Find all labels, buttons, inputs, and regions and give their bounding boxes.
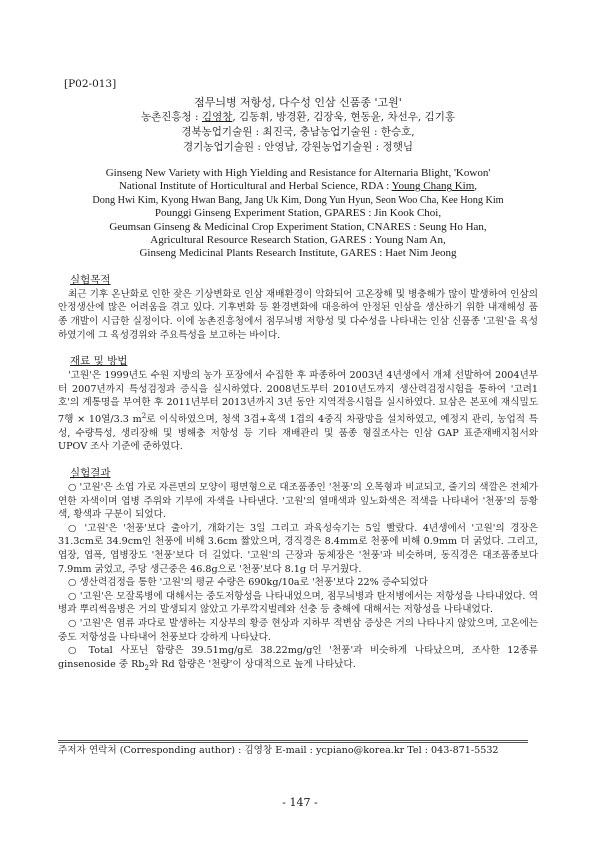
section-text-purpose: 최근 기후 온난화로 인한 잦은 기상변화로 인삼 재배환경이 악화되어 고온장해 및 병충해가 많이 발생하여 인삼의 안정생산에 많은 어려움을 겪고 있다. 기후변화 등 환경변화에 대응하여 안정된 인삼을 생산하기 위한 내재해성 품종 개발이 시급한 실정이다. 이에 농촌진흥청에서 점무늬병 저항성 및 다수성을 나타내는 인삼 신품종 '고원'을 육성하였기에 그 육성경위와 주요특성을 보고하는 바이다.: [58, 288, 538, 341]
result-item-morphology: ○ '고원'은 소엽 가로 자른면의 모양이 평면형으로 대조품종인 '천풍'의 오목형과 비교되고, 줄기의 색깔은 전체가 연한 자색이며 엽병 주위와 기부에 자색을 나타낸다. '고원'의 열매색과 잎노화색은 적색을 나타내어 '천풍'의 등황색, 황색과 구분이 되었다.: [58, 481, 538, 521]
methods-text-part-b: 로 이식하였으며, 청색 3겹+흑색 1겹의 4중직 차광망을 설치하였고, 예정지 관리, 농업적 특성, 수량특성, 생리장해 및 병해충 저항성 등 기타 재배관리 및 품종 형질조사는 인삼 GAP 표준재배지침서와 UPOV 조사 기준에 준하였다.: [58, 414, 539, 453]
affiliation-korean-1: 경북농업기술원 : 최진국, 충남농업기술원 : 한승호,: [181, 126, 415, 138]
result-item-stress: ○ '고원'은 염류 과다로 발생하는 지상부의 황증 현상과 지하부 적변삼 증상은 거의 나타나지 않았으며, 고온에는 중도 저항성을 나타내어 천풍보다 강하게 나타났다.: [58, 617, 538, 643]
affiliation-english-1-suffix: ,: [474, 180, 478, 193]
corresponding-author: 주저자 연락처 (Corresponding author) : 김영창 E-mail : ycpiano@korea.kr Tel : 043-871-5532: [58, 745, 499, 756]
affiliation-english-2: Pounggi Ginseng Experiment Station, GPARES : Jin Kook Choi,: [154, 207, 442, 220]
section-heading-methods: 재료 및 방법: [70, 355, 128, 368]
result-item-saponin: [58, 644, 538, 675]
footer-rule-bottom: [58, 742, 528, 743]
affiliation-english-4: Agricultural Resource Research Station, GARES : Young Nam An,: [150, 234, 446, 247]
affiliation-english-5: Ginseng Medicinal Plants Research Institute, GARES : Haet Nim Jeong: [139, 247, 457, 260]
presenter-english: Young Chang Kim: [391, 180, 475, 193]
section-heading-purpose: 실험목적: [70, 273, 111, 286]
affiliation-english-1: [58, 180, 538, 193]
saponin-subscript: 2: [144, 663, 149, 672]
section-text-methods: [58, 369, 538, 454]
abstract-page: [58, 78, 538, 675]
saponin-text-part-b: 와 Rd 함량은 '천량'이 상대적으로 높게 나타났다.: [148, 658, 356, 670]
authors-korean-prefix: 농촌진흥청 :: [140, 111, 202, 123]
footer-rule-top: [58, 740, 528, 741]
affiliation-english-1-prefix: National Institute of Horticultural and Herbal Science, RDA :: [118, 180, 392, 193]
presenter-korean: 김영창: [201, 111, 233, 123]
authors-english: Dong Hwi Kim, Kyong Hwan Bang, Jang Uk Kim, Dong Yun Hyun, Seon Woo Cha, Kee Hong Kim: [92, 194, 504, 206]
section-heading-results: 실험결과: [70, 466, 111, 479]
result-item-yield: ○ 생산력검정을 통한 '고원'의 평균 수량은 690kg/10a로 '천풍'보다 22% 증수되었다: [68, 577, 429, 589]
abstract-code: [P02-013]: [64, 78, 117, 90]
authors-korean: [58, 110, 538, 125]
title-korean: 점무늬병 저항성, 다수성 인삼 신품종 '고원': [194, 96, 402, 109]
affiliation-english-3: Geumsan Ginseng & Medicinal Crop Experiment Station, CNARES : Seung Ho Han,: [109, 220, 487, 233]
methods-text-part-a: '고원'은 1999년도 수원 지방의 농가 포장에서 수집한 후 파종하여 2003년 4년생에서 개체 선발하여 2004년부터 2007년까지 특성검정과 증식을 실시하였다. 2008년도부터 2010년도까지 생산력검정시험을 통하여 '고려1호'의 계통명을 부여한 후 2011년부터 2013년까지 3년 동안 지역적응시험을 실시하였다. 묘삼은 본포에 재식밀도 7행 × 10열/3.3 m: [58, 370, 538, 426]
result-item-growth: ○ '고원'은 '천풍'보다 출아기, 개화기는 3일 그리고 과육성숙기는 5일 빨랐다. 4년생에서 '고원'의 경장은 31.3cm로 34.9cm인 천풍에 비해 3.6cm 짧았으며, 경직경은 8.4mm로 천풍에 비해 0.9mm 더 굵었다. 그리고, 엽장, 엽폭, 엽병장도 '천풍'보다 더 길었다. '고원'의 근장과 동체장은 '천풍'과 비슷하며, 동직경은 대조품종보다 7.9mm 굵었고, 주당 생근중은 46.8g으로 '천풍'보다 8.1g 더 무거웠다.: [58, 522, 538, 575]
page-number: - 147 -: [282, 796, 318, 809]
saponin-text-part-a: ○ Total 사포닌 함량은 39.51mg/g로 38.22mg/g인 '천풍'과 비슷하게 나타났으며, 조사한 12종류 ginsenoside 중 Rb: [58, 645, 538, 670]
methods-superscript: 2: [141, 412, 147, 420]
result-item-disease: ○ '고원'은 모잘록병에 대해서는 중도저항성을 나타내었으며, 점무늬병과 탄저병에서는 저항성을 나타내었다. 역병과 뿌리썩음병은 거의 발생되지 않았고 가루깍지벌레와 선충 등 충해에 대해서는 저항성을 나타내었다.: [58, 590, 538, 616]
affiliation-korean-2: 경기농업기술원 : 안영남, 강원농업기술원 : 정햇님: [183, 141, 413, 153]
title-english: Ginseng New Variety with High Yielding and Resistance for Alternaria Blight, 'Kowon': [105, 167, 491, 179]
authors-korean-rest: , 김동휘, 방경환, 김장욱, 현동윤, 차선우, 김기홍: [232, 111, 455, 123]
